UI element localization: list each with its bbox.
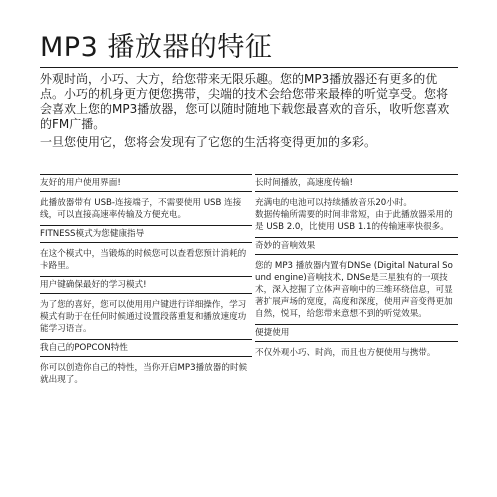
section-body bbox=[255, 255, 458, 324]
section-body bbox=[40, 192, 252, 225]
intro-paragraph: 外观时尚，小巧、大方，给您带来无限乐趣。您的MP3播放器还有更多的优点。小巧的机身更方便您携带，尖端的技术会给您带来最棒的听觉享受。您将会喜欢上您的MP3播放器，您可以随时随地下载您最喜欢的音乐，收听您喜欢的FM广播。 bbox=[40, 72, 450, 131]
section-body bbox=[40, 243, 252, 276]
section-heading: 长时间播放，高速度传输! bbox=[255, 174, 458, 192]
page-title: MP3 播放器的特征 bbox=[40, 32, 273, 63]
section-text: 你可以创造你自己的特性，当你开启MP3播放器的时候就出现了。 bbox=[40, 363, 248, 385]
feature-section-sound bbox=[255, 237, 458, 324]
intro-paragraph: 一旦您使用它，您将会发现有了它您的生活将变得更加的多彩。 bbox=[40, 135, 377, 149]
section-text: 为了您的喜好，您可以使用用户键进行详细操作，学习模式有助于在任何时候通过设置段落重复和播放速度功能学习语言。 bbox=[40, 300, 247, 334]
section-heading: 我自己的POPCON特性 bbox=[40, 339, 252, 357]
feature-section-user-key bbox=[40, 276, 252, 339]
feature-section-ui bbox=[40, 174, 252, 225]
left-column bbox=[40, 174, 252, 390]
section-heading: 友好的用户使用界面! bbox=[40, 174, 252, 192]
feature-section-fitness bbox=[40, 225, 252, 276]
section-heading: 便捷使用 bbox=[255, 324, 458, 342]
feature-section-convenience bbox=[255, 324, 458, 363]
feature-section-popcon bbox=[40, 339, 252, 390]
section-text: 在这个模式中，当锻炼的时候您可以查看您预计消耗的卡路里。 bbox=[40, 249, 247, 271]
section-text: 此播放器带有 USB-连接端子，不需要使用 USB 连接线，可以直接高速率传输及方便充电。 bbox=[40, 198, 242, 220]
section-heading: 用户键确保最好的学习模式! bbox=[40, 276, 252, 294]
section-text: 您的 MP3 播放器内置有DNSe (Digital Natural Sound engine)音响技术, DNSe是三星独有的一项技术，深入挖掘了立体声音响中的三维环绕信息，可显著扩展声场的宽度，高度和深度，使用声音变得更加自然，悦耳，给您带来意想不到的听觉效果。 bbox=[255, 261, 453, 319]
section-body bbox=[255, 192, 458, 237]
section-text: 数据传输所需要的时间非常短，由于此播放器采用的是 USB 2.0，比使用 USB 1.1的传输速率快很多。 bbox=[255, 210, 453, 232]
section-text: 充满电的电池可以持续播放音乐20小时。 bbox=[255, 198, 413, 208]
section-heading: 奇妙的音响效果 bbox=[255, 237, 458, 255]
section-heading: FITNESS模式为您健康指导 bbox=[40, 225, 252, 243]
feature-section-playback bbox=[255, 174, 458, 237]
section-body bbox=[255, 342, 458, 363]
intro-block bbox=[40, 72, 458, 150]
section-text: 不仅外观小巧、时尚，而且也方便使用与携带。 bbox=[255, 348, 436, 358]
title-divider bbox=[40, 67, 458, 68]
right-column bbox=[255, 174, 458, 363]
section-body bbox=[40, 357, 252, 390]
section-body bbox=[40, 294, 252, 339]
